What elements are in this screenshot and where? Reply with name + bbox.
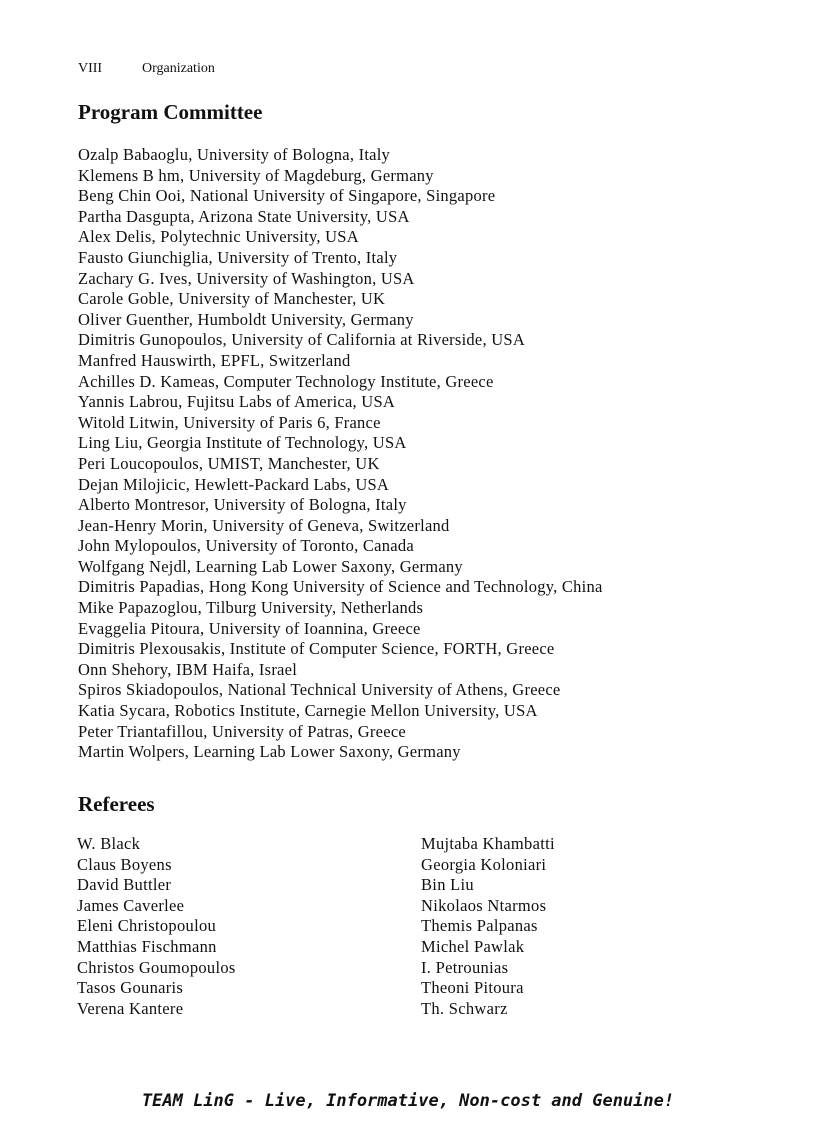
page-number: VIII — [78, 61, 103, 76]
committee-member: Spiros Skiadopoulos, National Technical University of Athens, Greece — [78, 680, 561, 700]
committee-member: Oliver Guenther, Humboldt University, Germany — [78, 309, 414, 329]
referee-name: Christos Goumopoulos — [77, 957, 236, 977]
referee-name: David Buttler — [77, 875, 172, 895]
referee-name: Eleni Christopoulou — [77, 916, 217, 936]
committee-member: Yannis Labrou, Fujitsu Labs of America, USA — [78, 392, 396, 412]
committee-member: Katia Sycara, Robotics Institute, Carnegie Mellon University, USA — [78, 701, 538, 721]
referee-name: Verena Kantere — [77, 998, 184, 1018]
footer-banner: TEAM LinG - Live, Informative, Non-cost and Genuine! — [141, 1091, 675, 1111]
referee-name: W. Black — [77, 834, 141, 853]
referee-name: Mujtaba Khambatti — [421, 834, 555, 853]
committee-member: John Mylopoulos, University of Toronto, Canada — [78, 536, 414, 556]
referee-name: I. Petrounias — [421, 957, 509, 977]
committee-member: Peter Triantafillou, University of Patras, Greece — [78, 721, 406, 741]
running-title: Organization — [142, 61, 215, 76]
referees-column-1 — [77, 834, 236, 1019]
committee-member: Jean-Henry Morin, University of Geneva, Switzerland — [78, 515, 450, 535]
committee-member: Witold Litwin, University of Paris 6, France — [78, 412, 381, 432]
committee-member: Manfred Hauswirth, EPFL, Switzerland — [78, 350, 351, 370]
committee-member: Partha Dasgupta, Arizona State University, USA — [78, 206, 410, 226]
program-committee-list — [78, 145, 603, 763]
referee-name: Th. Schwarz — [421, 998, 508, 1018]
referee-name: Nikolaos Ntarmos — [421, 895, 547, 915]
committee-member: Fausto Giunchiglia, University of Trento, Italy — [78, 247, 398, 267]
committee-member: Dejan Milojicic, Hewlett-Packard Labs, USA — [78, 474, 390, 494]
committee-member: Dimitris Papadias, Hong Kong University of Science and Technology, China — [78, 577, 603, 597]
committee-member: Wolfgang Nejdl, Learning Lab Lower Saxony, Germany — [78, 556, 463, 576]
committee-member: Onn Shehory, IBM Haifa, Israel — [78, 659, 298, 679]
referees-heading: Referees — [78, 792, 155, 816]
referee-name: Theoni Pitoura — [421, 978, 524, 998]
referee-name: Bin Liu — [421, 875, 474, 895]
committee-member: Alex Delis, Polytechnic University, USA — [78, 227, 359, 247]
referee-name: Matthias Fischmann — [77, 936, 217, 956]
committee-member: Zachary G. Ives, University of Washington, USA — [78, 268, 415, 288]
referee-name: Tasos Gounaris — [77, 978, 184, 998]
committee-member: Evaggelia Pitoura, University of Ioannina, Greece — [78, 618, 421, 638]
committee-member: Martin Wolpers, Learning Lab Lower Saxony, Germany — [78, 742, 461, 762]
committee-member: Mike Papazoglou, Tilburg University, Netherlands — [78, 598, 424, 618]
committee-member: Dimitris Plexousakis, Institute of Computer Science, FORTH, Greece — [78, 639, 555, 659]
referee-name: Michel Pawlak — [421, 936, 525, 956]
committee-member: Klemens B hm, University of Magdeburg, Germany — [78, 165, 434, 185]
referee-name: Themis Palpanas — [421, 916, 538, 936]
referee-name: James Caverlee — [77, 895, 185, 915]
committee-member: Alberto Montresor, University of Bologna, Italy — [78, 495, 407, 515]
program-committee-heading: Program Committee — [78, 100, 263, 124]
committee-member: Beng Chin Ooi, National University of Singapore, Singapore — [78, 186, 496, 206]
committee-member: Dimitris Gunopoulos, University of California at Riverside, USA — [78, 330, 525, 350]
referee-name: Georgia Koloniari — [421, 854, 547, 874]
committee-member: Achilles D. Kameas, Computer Technology Institute, Greece — [78, 371, 494, 391]
referees-column-2 — [421, 834, 555, 1019]
committee-member: Ling Liu, Georgia Institute of Technology, USA — [78, 433, 407, 453]
referee-name: Claus Boyens — [77, 854, 172, 874]
committee-member: Carole Goble, University of Manchester, UK — [78, 289, 386, 309]
running-header — [78, 60, 215, 78]
committee-member: Peri Loucopoulos, UMIST, Manchester, UK — [78, 453, 380, 473]
committee-member: Ozalp Babaoglu, University of Bologna, Italy — [78, 145, 391, 164]
